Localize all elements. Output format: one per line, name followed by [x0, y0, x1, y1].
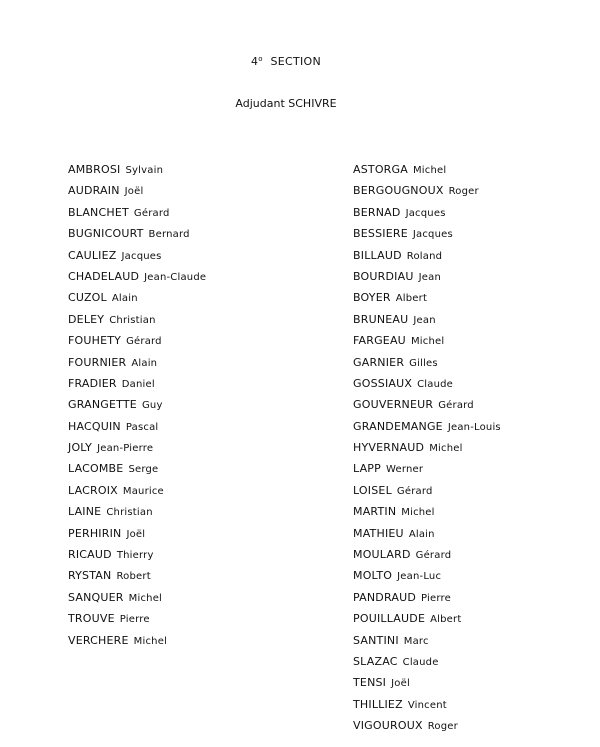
- name-entry: [68, 526, 206, 547]
- name-entry: [68, 611, 206, 632]
- name-entry: [353, 440, 501, 461]
- name-entry: [68, 483, 206, 504]
- surname: BESSIERE: [353, 227, 408, 241]
- name-entry: [353, 397, 501, 418]
- name-entry: [353, 483, 501, 504]
- surname: FOUHETY: [68, 334, 122, 348]
- given-name: Pascal: [125, 421, 159, 433]
- surname: PANDRAUD: [353, 590, 416, 604]
- given-name: Sylvain: [125, 165, 164, 176]
- surname: JOLY: [68, 441, 93, 455]
- surname: POUILLAUDE: [353, 612, 426, 626]
- name-entry: [353, 547, 501, 568]
- name-entry: [353, 226, 501, 247]
- given-name: Jean-Luc: [397, 571, 442, 583]
- given-name: Gérard: [415, 550, 452, 562]
- name-entry: [353, 269, 501, 290]
- name-entry: [353, 568, 501, 589]
- surname: BRUNEAU: [353, 312, 409, 326]
- given-name: Roger: [448, 186, 479, 198]
- name-entry: [68, 440, 206, 461]
- surname: ASTORGA: [353, 163, 408, 176]
- name-entry: [68, 183, 206, 204]
- given-name: Gilles: [409, 357, 438, 369]
- name-entry: [353, 355, 501, 376]
- section-number-suffix: o: [258, 55, 263, 63]
- surname: BERGOUGNOUX: [353, 184, 444, 198]
- name-entry: [68, 355, 206, 376]
- name-entry: [68, 633, 206, 654]
- name-entry: [68, 312, 206, 333]
- name-entry: [353, 376, 501, 397]
- given-name: Christian: [109, 314, 156, 326]
- section-leader: Adjudant SCHIVRE: [235, 97, 337, 110]
- name-entry: [353, 611, 501, 632]
- surname: GARNIER: [353, 355, 405, 369]
- surname: LAINE: [68, 505, 102, 519]
- surname: GOSSIAUX: [353, 376, 413, 390]
- surname: VERCHERE: [68, 633, 129, 647]
- name-entry: [68, 568, 206, 589]
- name-entry: [68, 248, 206, 269]
- given-name: Daniel: [121, 378, 155, 390]
- surname: VIGOUROUX: [353, 719, 423, 733]
- given-name: Pierre: [119, 614, 150, 626]
- surname: FRADIER: [68, 376, 117, 390]
- name-entry: [68, 547, 206, 568]
- surname: GRANGETTE: [68, 398, 137, 412]
- surname: CHADELAUD: [68, 269, 140, 283]
- name-entry: [68, 590, 206, 611]
- surname: BUGNICOURT: [68, 227, 144, 241]
- given-name: Roger: [427, 721, 458, 733]
- name-entry: [68, 397, 206, 418]
- name-entry: [68, 419, 206, 440]
- given-name: Jacques: [405, 207, 446, 219]
- name-entry: [353, 654, 501, 675]
- section-title: [0, 55, 572, 68]
- name-entry: [68, 333, 206, 354]
- name-entry: [68, 226, 206, 247]
- name-entry: [353, 675, 501, 696]
- given-name: Jean-Louis: [447, 421, 501, 433]
- name-entry: [353, 248, 501, 269]
- given-name: Michel: [128, 592, 163, 604]
- name-entry: [353, 162, 501, 183]
- given-name: Jean-Pierre: [97, 443, 154, 455]
- surname: LOISEL: [353, 483, 392, 497]
- surname: MATHIEU: [353, 526, 404, 540]
- name-entry: [353, 290, 501, 311]
- surname: MOLTO: [353, 569, 393, 583]
- given-name: Vincent: [407, 699, 447, 711]
- surname: PERHIRIN: [68, 526, 122, 540]
- given-name: Claude: [417, 378, 454, 390]
- given-name: Claude: [402, 656, 439, 668]
- given-name: Jean-Claude: [144, 271, 207, 283]
- name-entry: [68, 205, 206, 226]
- given-name: Gérard: [126, 336, 162, 348]
- given-name: Gérard: [133, 207, 170, 219]
- given-name: Gérard: [438, 400, 474, 412]
- name-entry: [353, 333, 501, 354]
- given-name: Pierre: [421, 592, 451, 604]
- section-number: 4: [250, 55, 259, 68]
- given-name: Marc: [403, 635, 429, 647]
- surname: SLAZAC: [353, 654, 398, 668]
- surname: MOULARD: [353, 548, 411, 562]
- given-name: Bernard: [148, 229, 190, 241]
- given-name: Michel: [410, 336, 445, 348]
- name-entry: [353, 590, 501, 611]
- given-name: Roland: [406, 250, 443, 262]
- surname: LACOMBE: [68, 462, 124, 476]
- given-name: Joël: [391, 678, 410, 690]
- name-entry: [68, 504, 206, 525]
- surname: RICAUD: [68, 548, 112, 562]
- given-name: Jacques: [121, 250, 162, 262]
- given-name: Michel: [133, 635, 168, 647]
- given-name: Christian: [106, 507, 153, 519]
- given-name: Albert: [395, 293, 428, 305]
- given-name: Robert: [116, 571, 151, 583]
- surname: LAPP: [353, 462, 381, 476]
- surname: TENSI: [353, 676, 387, 690]
- surname: AUDRAIN: [68, 184, 120, 198]
- surname: SANTINI: [353, 633, 399, 647]
- given-name: Jean: [418, 271, 441, 283]
- surname: THILLIEZ: [353, 697, 403, 711]
- right-name-column: [353, 162, 501, 740]
- name-entry: [68, 162, 206, 183]
- surname: HYVERNAUD: [353, 441, 425, 455]
- left-name-column: [68, 162, 206, 654]
- name-entry: [68, 461, 206, 482]
- given-name: Michel: [412, 165, 447, 176]
- surname: BLANCHET: [68, 205, 129, 219]
- given-name: Thierry: [116, 550, 154, 562]
- name-entry: [353, 461, 501, 482]
- given-name: Jean: [413, 314, 436, 326]
- surname: BILLAUD: [353, 248, 402, 262]
- name-entry: [353, 205, 501, 226]
- given-name: Gérard: [396, 485, 433, 497]
- surname: CUZOL: [68, 291, 107, 305]
- given-name: Werner: [385, 464, 424, 476]
- name-entry: [353, 697, 501, 718]
- surname: LACROIX: [68, 483, 118, 497]
- given-name: Jacques: [412, 229, 453, 241]
- given-name: Alain: [131, 357, 158, 369]
- name-entry: [353, 526, 501, 547]
- given-name: Alain: [111, 293, 138, 305]
- surname: BOYER: [353, 291, 391, 305]
- surname: FOURNIER: [68, 355, 127, 369]
- surname: SANQUER: [68, 590, 124, 604]
- name-entry: [353, 718, 501, 739]
- given-name: Alain: [408, 528, 435, 540]
- name-entry: [68, 269, 206, 290]
- surname: GOUVERNEUR: [353, 398, 434, 412]
- given-name: Joël: [124, 186, 144, 198]
- surname: FARGEAU: [353, 334, 406, 348]
- given-name: Guy: [141, 400, 163, 412]
- surname: CAULIEZ: [68, 248, 117, 262]
- surname: BOURDIAU: [353, 269, 414, 283]
- surname: AMBROSI: [68, 163, 121, 176]
- surname: HACQUIN: [68, 419, 121, 433]
- name-entry: [353, 633, 501, 654]
- surname: MARTIN: [353, 505, 397, 519]
- given-name: Serge: [128, 464, 159, 476]
- name-entry: [353, 312, 501, 333]
- given-name: Maurice: [122, 485, 164, 497]
- name-entry: [68, 290, 206, 311]
- name-entry: [353, 504, 501, 525]
- given-name: Michel: [429, 443, 463, 455]
- surname: BERNAD: [353, 205, 401, 219]
- name-entry: [68, 376, 206, 397]
- surname: RYSTAN: [68, 569, 112, 583]
- section-word: SECTION: [270, 55, 322, 68]
- surname: DELEY: [68, 312, 105, 326]
- name-entry: [353, 183, 501, 204]
- given-name: Joël: [126, 528, 146, 540]
- given-name: Albert: [430, 614, 462, 626]
- name-entry: [353, 419, 501, 440]
- given-name: Michel: [401, 507, 435, 519]
- surname: TROUVE: [68, 612, 115, 626]
- surname: GRANDEMANGE: [353, 419, 443, 433]
